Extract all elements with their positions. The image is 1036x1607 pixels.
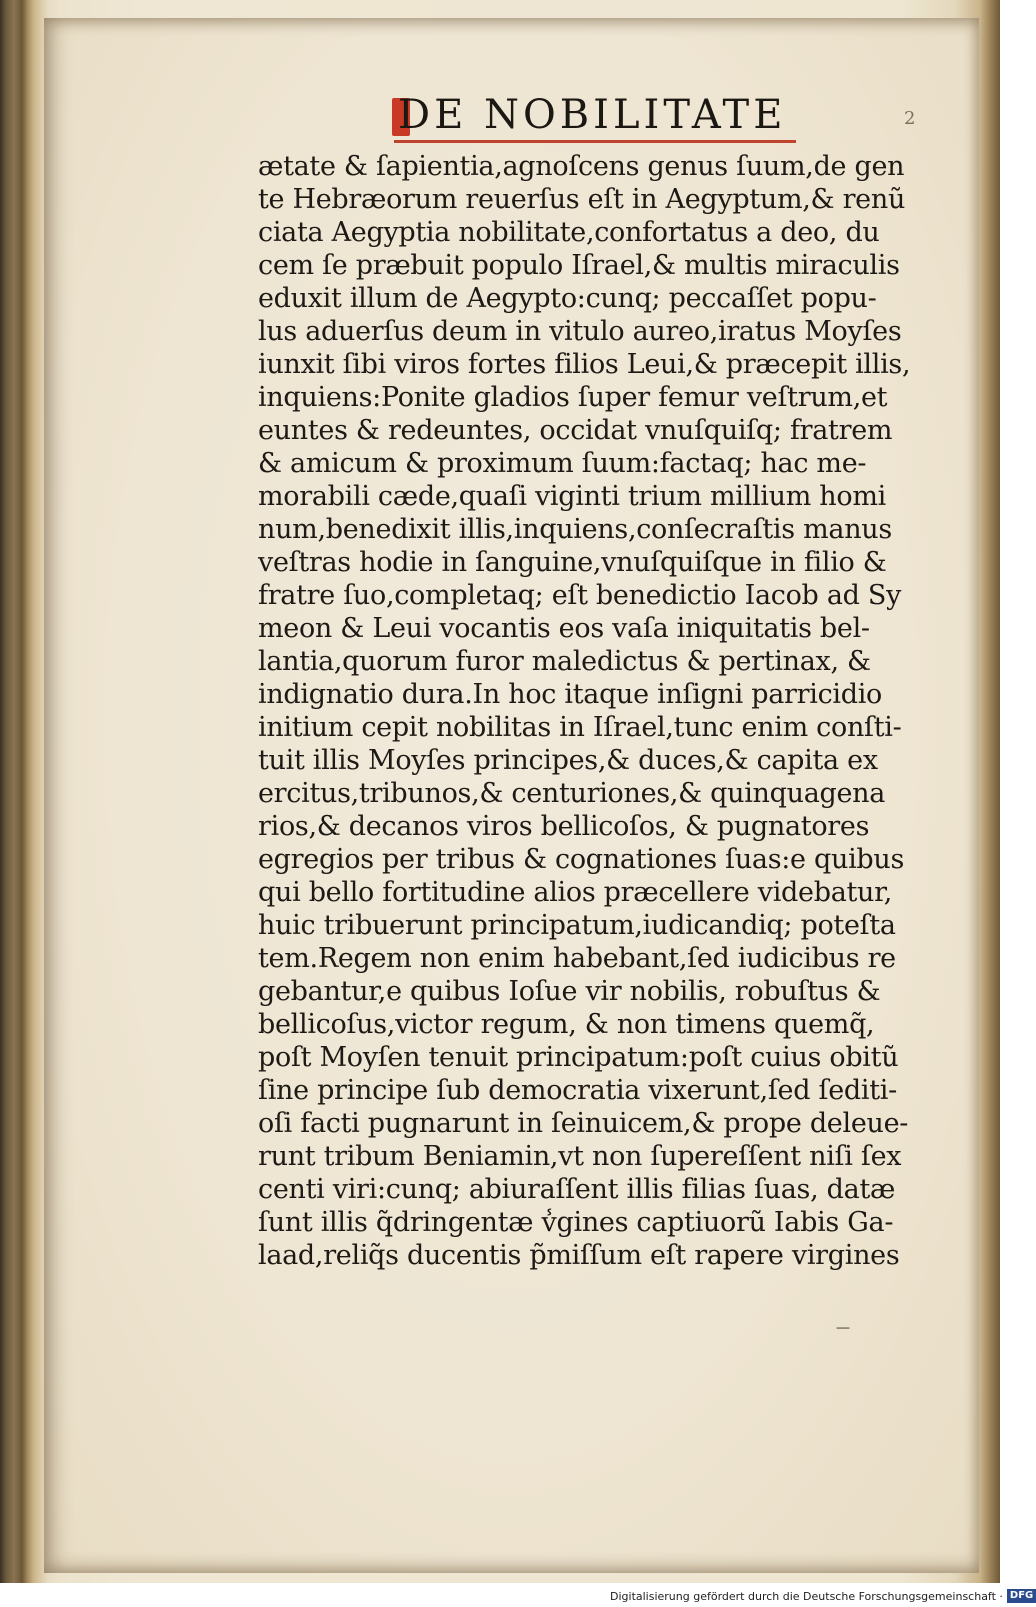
text-line: euntes & redeuntes, occidat vnuſquiſq; fratrem	[258, 415, 893, 446]
text-line: indignatio dura.In hoc itaque inſigni parricidio	[258, 679, 883, 710]
text-line: fratre ſuo,completaq; eſt benedictio Iacob ad Sy	[258, 580, 902, 611]
text-line: poſt Moyſen tenuit principatum:poſt cuius obitũ	[258, 1042, 899, 1073]
text-line: laad,reliq̃s ducentis p̃miſſum eſt rapere virgines	[258, 1240, 900, 1271]
text-line: ætate & ſapientia,agnoſcens genus ſuum,de gen	[258, 151, 905, 182]
text-line: ercitus,tribunos,& centuriones,& quinquagena	[258, 778, 886, 809]
text-line: meon & Leui vocantis eos vaſa iniquitatis bel-	[258, 613, 870, 644]
text-line: qui bello fortitudine alios præcellere videbatur,	[258, 877, 893, 908]
text-line: egregios per tribus & cognationes ſuas:e quibus	[258, 844, 905, 875]
text-line: lus aduerſus deum in vitulo aureo,iratus Moyſes	[258, 316, 902, 347]
text-line: te Hebræorum reuerſus eſt in Aegyptum,& renũ	[258, 184, 906, 215]
text-line: iunxit ſibi viros fortes filios Leui,& præcepit illis,	[258, 349, 911, 380]
text-line: gebantur,e quibus Ioſue vir nobilis, robuſtus &	[258, 976, 881, 1007]
text-line: ciata Aegyptia nobilitate,confortatus a deo, du	[258, 217, 880, 248]
text-line: eduxit illum de Aegypto:cunq; peccaſſet popu-	[258, 283, 877, 314]
text-line: lantia,quorum furor maledictus & pertinax, &	[258, 646, 871, 677]
text-line: runt tribum Beniamin,vt non ſupereſſent niſi ſex	[258, 1141, 902, 1172]
text-line: ſunt illis q̃dringentæ v̾gines captiuorũ Iabis Ga-	[258, 1207, 894, 1238]
text-line: ſine principe ſub democratia vixerunt,ſed ſediti-	[258, 1075, 897, 1106]
running-header	[392, 92, 812, 148]
text-line: huic tribuerunt principatum,iudicandiq; poteſta	[258, 910, 896, 941]
text-line: cem ſe præbuit populo Iſrael,& multis miraculis	[258, 250, 900, 281]
catchword: —	[836, 1320, 850, 1336]
body-text	[258, 150, 948, 1272]
text-line: initium cepit nobilitas in Iſrael,tunc enim conſti-	[258, 712, 902, 743]
text-line: tuit illis Moyſes principes,& duces,& capita ex	[258, 745, 878, 776]
dfg-logo: DFG	[1007, 1589, 1036, 1603]
text-line: veſtras hodie in ſanguine,vnuſquiſque in filio &	[258, 547, 887, 578]
text-line: & amicum & proximum ſuum:factaq; hac me-	[258, 448, 867, 479]
text-line: bellicoſus,victor regum, & non timens quemq̃,	[258, 1009, 875, 1040]
credit-text: Digitalisierung gefördert durch die Deutsche Forschungsgemeinschaft ·	[610, 1589, 1003, 1603]
page-title: DE NOBILITATE	[398, 92, 787, 138]
text-line: num,benedixit illis,inquiens,conſecraſtis manus	[258, 514, 892, 545]
text-line: tem.Regem non enim habebant,ſed iudicibus re	[258, 943, 896, 974]
text-line: morabili cæde,quaſi viginti trium millium homi	[258, 481, 886, 512]
page-mark: 2	[904, 108, 916, 129]
text-line: inquiens:Ponite gladios ſuper femur veſtrum,et	[258, 382, 888, 413]
header-underline	[394, 140, 796, 143]
text-line: rios,& decanos viros bellicoſos, & pugnatores	[258, 811, 870, 842]
text-line: oſi facti pugnarunt in ſeinuicem,& prope deleue-	[258, 1108, 909, 1139]
digitization-credit	[610, 1587, 1036, 1605]
text-line: centi viri:cunq; abiuraſſent illis filias ſuas, datæ	[258, 1174, 896, 1205]
